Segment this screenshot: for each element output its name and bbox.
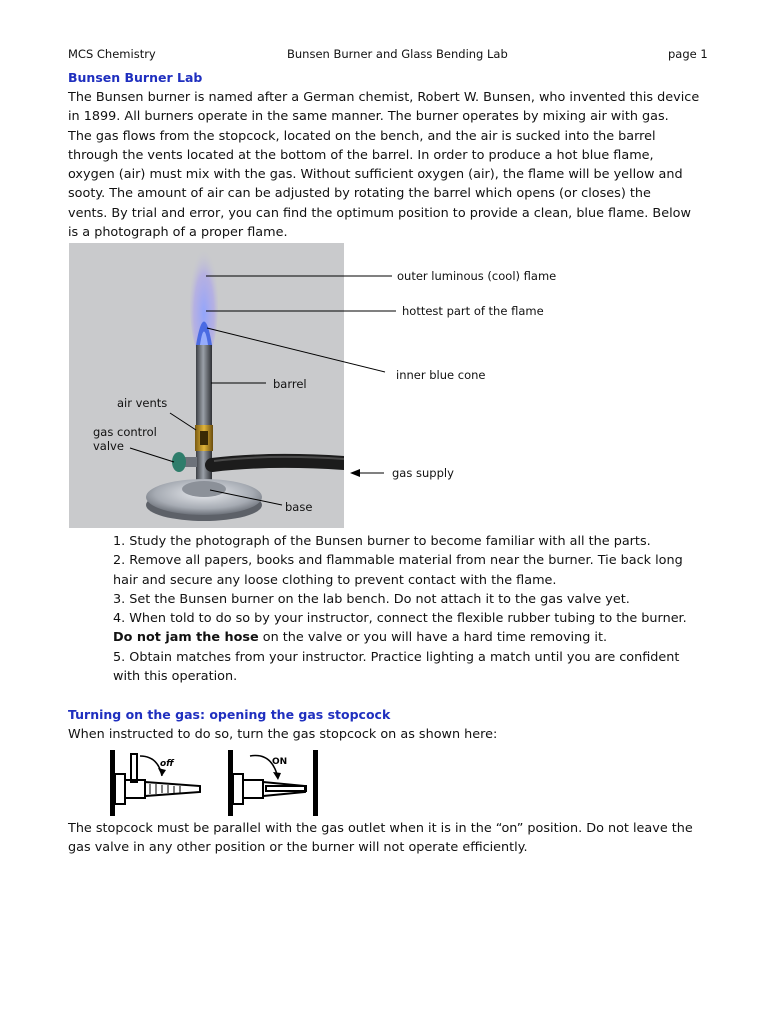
label-gas-control-valve: valve: [93, 439, 124, 453]
stopcock-diagram: [100, 746, 330, 820]
label-hottest: hottest part of the flame: [402, 304, 544, 318]
stopcock-closing-paragraph: [68, 819, 708, 858]
stopcock-intro: [68, 725, 708, 744]
step-3: 3. Set the Bunsen burner on the lab bench. Do not attach it to the gas valve yet.: [113, 591, 630, 607]
intro-line: in 1899. All burners operate in the same manner. The burner operates by mixing air with gas.: [68, 109, 669, 125]
section-title-bunsen: Bunsen Burner Lab: [68, 70, 203, 85]
header-title: Bunsen Burner and Glass Bending Lab: [287, 47, 508, 61]
closing-line: gas valve in any other position or the burner will not operate efficiently.: [68, 840, 528, 856]
step-4-rest: on the valve or you will have a hard time removing it.: [258, 630, 608, 646]
step-4: 4. When told to do so by your instructor, connect the flexible rubber tubing to the burner.: [113, 611, 687, 627]
label-air-vents: air vents: [117, 396, 168, 410]
stopcock-intro-line: When instructed to do so, turn the gas stopcock on as shown here:: [68, 727, 498, 742]
stopcock-on-diagram: [228, 750, 318, 816]
rubber-hose: [212, 461, 344, 465]
base-boss: [182, 481, 226, 497]
header-course: MCS Chemistry: [68, 47, 156, 61]
label-gas-supply: gas supply: [392, 466, 454, 480]
label-outer-flame: outer luminous (cool) flame: [397, 269, 557, 283]
off-label: off: [160, 759, 174, 769]
on-handle-icon: [266, 786, 306, 791]
step-4-bold: Do not jam the hose: [113, 630, 259, 646]
on-label: ON: [272, 757, 288, 767]
intro-line: through the vents located at the bottom of the barrel. In order to produce a hot blue flame,: [68, 147, 654, 163]
section-title-stopcock: Turning on the gas: opening the gas stopcock: [68, 707, 391, 722]
step-5-continued: with this operation.: [113, 669, 238, 685]
air-vent-opening: [200, 431, 208, 445]
barrel: [196, 345, 212, 425]
intro-line: is a photograph of a proper flame.: [68, 225, 288, 241]
step-2: 2. Remove all papers, books and flammable material from near the burner. Tie back long: [113, 553, 683, 569]
label-base: base: [285, 500, 313, 514]
intro-paragraph: [68, 88, 708, 242]
stopcock-off-diagram: [110, 750, 200, 816]
step-4-warning: [113, 628, 723, 647]
intro-line: oxygen (air) must mix with the gas. Without sufficient oxygen (air), the flame will be yellow and: [68, 167, 683, 183]
intro-line: sooty. The amount of air can be adjusted by rotating the barrel which opens (or closes) the: [68, 186, 651, 202]
gas-control-valve: [172, 452, 186, 472]
step-1: 1. Study the photograph of the Bunsen burner to become familiar with all the parts.: [113, 534, 651, 549]
label-gas-control: gas control: [93, 425, 157, 439]
intro-line: The Bunsen burner is named after a German chemist, Robert W. Bunsen, who invented this device: [68, 90, 700, 105]
step-5: 5. Obtain matches from your instructor. Practice lighting a match until you are confident: [113, 649, 680, 665]
step-2-continued: hair and secure any loose clothing to prevent contact with the flame.: [113, 572, 557, 588]
off-handle-icon: [131, 754, 137, 782]
label-barrel: barrel: [273, 377, 307, 391]
label-inner-cone: inner blue cone: [396, 368, 486, 382]
header-page-number: page 1: [668, 47, 708, 61]
closing-line: The stopcock must be parallel with the gas outlet when it is in the “on” position. Do not leave the: [68, 821, 693, 836]
steps-list: [113, 532, 723, 686]
gas-supply-arrowhead: [350, 469, 360, 477]
intro-line: The gas flows from the stopcock, located on the bench, and the air is sucked into the barrel: [68, 128, 656, 144]
intro-line: vents. By trial and error, you can find the optimum position to provide a clean, blue flame. Below: [68, 205, 691, 221]
